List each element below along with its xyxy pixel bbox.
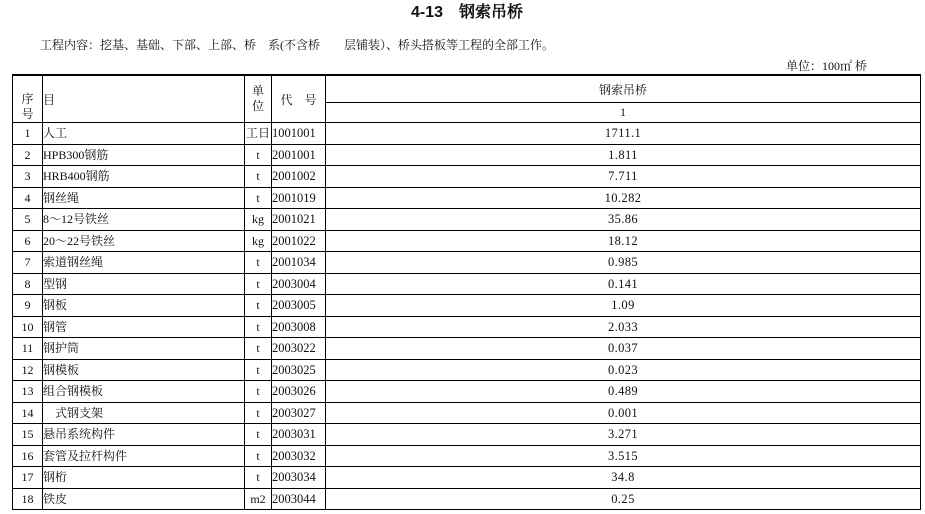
table-row — [13, 402, 921, 424]
row-code: 2003032 — [272, 445, 326, 467]
row-seq: 18 — [13, 488, 43, 510]
row-value: 0.141 — [326, 273, 921, 295]
header-unit-label: 单位 — [251, 84, 264, 113]
row-item: HRB400钢筋 — [43, 166, 245, 188]
row-value: 3.515 — [326, 445, 921, 467]
table-body — [13, 123, 921, 510]
row-seq: 17 — [13, 467, 43, 489]
row-code: 2001021 — [272, 209, 326, 231]
row-value: 3.271 — [326, 424, 921, 446]
row-seq: 11 — [13, 338, 43, 360]
table-row — [13, 488, 921, 510]
table-row — [13, 230, 921, 252]
row-seq: 6 — [13, 230, 43, 252]
header-unit — [245, 75, 272, 123]
row-seq: 1 — [13, 123, 43, 145]
row-seq: 15 — [13, 424, 43, 446]
row-value: 0.037 — [326, 338, 921, 360]
row-item: 钢模板 — [43, 359, 245, 381]
row-item: HPB300钢筋 — [43, 144, 245, 166]
row-code: 2001034 — [272, 252, 326, 274]
row-code: 2003026 — [272, 381, 326, 403]
table-row — [13, 316, 921, 338]
row-value: 1.811 — [326, 144, 921, 166]
table-row — [13, 123, 921, 145]
table-row — [13, 252, 921, 274]
row-seq: 7 — [13, 252, 43, 274]
row-unit: t — [245, 273, 272, 295]
table-row — [13, 359, 921, 381]
row-item: 组合钢模板 — [43, 381, 245, 403]
row-value: 0.489 — [326, 381, 921, 403]
table-row — [13, 467, 921, 489]
row-unit: t — [245, 252, 272, 274]
row-item: 钢桁 — [43, 467, 245, 489]
row-value: 18.12 — [326, 230, 921, 252]
row-code: 2001001 — [272, 144, 326, 166]
row-item: 型钢 — [43, 273, 245, 295]
row-unit: t — [245, 402, 272, 424]
work-content-text: 工程内容：挖基、基础、下部、上部、桥 系(不含桥 层铺装）、桥头搭板等工程的全部工作。 — [40, 38, 554, 52]
row-code: 2003027 — [272, 402, 326, 424]
row-seq: 10 — [13, 316, 43, 338]
row-seq: 13 — [13, 381, 43, 403]
header-row-top — [13, 75, 921, 103]
row-value: 10.282 — [326, 187, 921, 209]
row-value: 7.711 — [326, 166, 921, 188]
unit-note: 单位：100㎡ 桥 — [785, 59, 867, 73]
row-unit: t — [245, 338, 272, 360]
row-seq: 4 — [13, 187, 43, 209]
table-row — [13, 273, 921, 295]
row-seq: 9 — [13, 295, 43, 317]
row-unit: m2 — [245, 488, 272, 510]
row-seq: 8 — [13, 273, 43, 295]
row-code: 2003025 — [272, 359, 326, 381]
row-seq: 14 — [13, 402, 43, 424]
row-unit: t — [245, 359, 272, 381]
header-code: 代 号 — [272, 75, 326, 123]
row-unit: t — [245, 166, 272, 188]
row-code: 2003005 — [272, 295, 326, 317]
row-seq: 2 — [13, 144, 43, 166]
row-item: 悬吊系统构件 — [43, 424, 245, 446]
row-code: 2003022 — [272, 338, 326, 360]
row-value: 0.25 — [326, 488, 921, 510]
row-item: 铁皮 — [43, 488, 245, 510]
row-value: 0.985 — [326, 252, 921, 274]
row-item: 式钢支架 — [43, 402, 245, 424]
row-code: 2003031 — [272, 424, 326, 446]
row-value: 0.023 — [326, 359, 921, 381]
table-row — [13, 445, 921, 467]
row-item: 钢丝绳 — [43, 187, 245, 209]
table-row — [13, 166, 921, 188]
header-group-number: 1 — [326, 103, 921, 123]
row-unit: t — [245, 295, 272, 317]
table-row — [13, 424, 921, 446]
row-unit: t — [245, 187, 272, 209]
row-item: 钢板 — [43, 295, 245, 317]
row-unit: t — [245, 381, 272, 403]
row-item: 钢护筒 — [43, 338, 245, 360]
header-seq-label: 序号 — [21, 92, 34, 121]
row-code: 2003044 — [272, 488, 326, 510]
row-unit: t — [245, 467, 272, 489]
table-row — [13, 295, 921, 317]
row-item: 8～12号铁丝 — [43, 209, 245, 231]
row-value: 0.001 — [326, 402, 921, 424]
table-row — [13, 209, 921, 231]
quota-table — [12, 74, 921, 510]
row-value: 1711.1 — [326, 123, 921, 145]
row-unit: 工日 — [245, 123, 272, 145]
row-value: 2.033 — [326, 316, 921, 338]
row-seq: 3 — [13, 166, 43, 188]
row-value: 1.09 — [326, 295, 921, 317]
row-item: 索道钢丝绳 — [43, 252, 245, 274]
page-title: 4-13 钢索吊桥 — [410, 4, 524, 21]
row-code: 2001002 — [272, 166, 326, 188]
row-value: 34.8 — [326, 467, 921, 489]
row-unit: t — [245, 424, 272, 446]
table-row — [13, 338, 921, 360]
row-unit: t — [245, 445, 272, 467]
row-unit: t — [245, 316, 272, 338]
row-code: 2001022 — [272, 230, 326, 252]
row-code: 2003004 — [272, 273, 326, 295]
row-unit: kg — [245, 209, 272, 231]
row-unit: kg — [245, 230, 272, 252]
table-header — [13, 75, 921, 123]
row-code: 2003034 — [272, 467, 326, 489]
row-item: 人工 — [43, 123, 245, 145]
row-seq: 5 — [13, 209, 43, 231]
row-item: 20～22号铁丝 — [43, 230, 245, 252]
row-item: 套管及拉杆构件 — [43, 445, 245, 467]
table-row — [13, 144, 921, 166]
row-code: 2001019 — [272, 187, 326, 209]
row-unit: t — [245, 144, 272, 166]
row-item: 钢管 — [43, 316, 245, 338]
row-seq: 16 — [13, 445, 43, 467]
table-row — [13, 381, 921, 403]
row-code: 1001001 — [272, 123, 326, 145]
table-row — [13, 187, 921, 209]
row-seq: 12 — [13, 359, 43, 381]
header-seq — [13, 75, 43, 123]
header-group-name: 钢索吊桥 — [326, 75, 921, 103]
row-code: 2003008 — [272, 316, 326, 338]
row-value: 35.86 — [326, 209, 921, 231]
header-item: 目 — [43, 75, 245, 123]
